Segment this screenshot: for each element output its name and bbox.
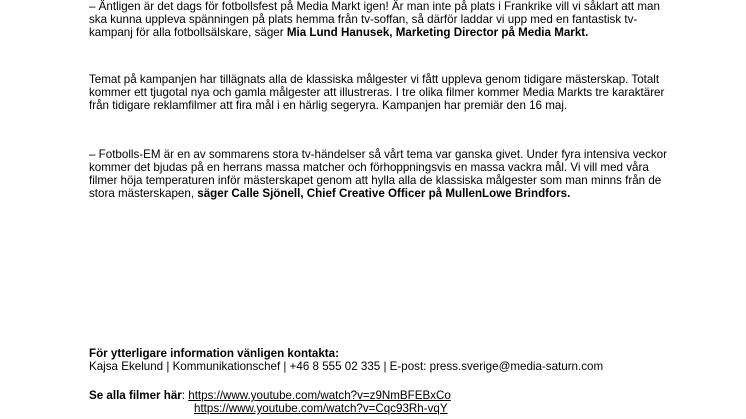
film-link-1[interactable]: https://www.youtube.com/watch?v=z9NmBFEBxCo bbox=[188, 389, 451, 402]
campaign-theme-text: Temat på kampanjen har tillägnats alla de klassiska målgester vi fått uppleva genom tidigare mästerskap. Totalt kommer ett tjugotal nya och gamla målgester att illustreras. I tre olika filmer kommer Media Markts tre karaktärer från tidigare reklamfilmer att fira mål i en härlig segeryra. Kampanjen har premiär den 16 maj. bbox=[89, 73, 665, 112]
films-label: Se alla filmer här bbox=[89, 389, 182, 402]
campaign-theme-paragraph bbox=[89, 73, 679, 112]
contact-details: Kajsa Ekelund | Kommunikationschef | +46 8 555 02 335 | E-post: press.sverige@media-saturn.com bbox=[89, 360, 604, 373]
quote-text: – Äntligen är det dags för fotbollsfest på Media Markt igen! Är man inte på plats i Frankrike vill vi såklart att man ska kunna uppleva spänningen på plats hemma från tv-soffan, så därför laddar vi upp med en fantastisk tv-kampanj för alla fotbollsälskare, säger bbox=[89, 0, 660, 39]
quote-paragraph-marketing bbox=[89, 0, 679, 39]
film-link-2[interactable]: https://www.youtube.com/watch?v=Cqc93Rh-vqY bbox=[194, 402, 448, 415]
quote-paragraph-creative bbox=[89, 148, 679, 200]
quote-text-creative: – Fotbolls-EM är en av sommarens stora tv-händelser så vårt tema var ganska givet. Under fyra intensiva veckor kommer det bjudas på en herrans massa matcher och förhoppningsvis en massa vackra mål. Vi vill med våra filmer höja temperaturen inför mästerskapet genom att hylla alla de klassiska målgester som man minns från de stora mästerskapen, bbox=[89, 148, 667, 200]
contact-heading: För ytterligare information vänligen kontakta: bbox=[89, 347, 339, 360]
quote-attribution: Mia Lund Hanusek, Marketing Director på Media Markt. bbox=[286, 26, 589, 39]
quote-attribution-creative: säger Calle Sjönell, Chief Creative Officer på MullenLowe Brindfors. bbox=[197, 187, 571, 200]
films-colon: : bbox=[181, 389, 189, 402]
contact-block bbox=[89, 347, 679, 373]
films-block bbox=[89, 389, 679, 415]
